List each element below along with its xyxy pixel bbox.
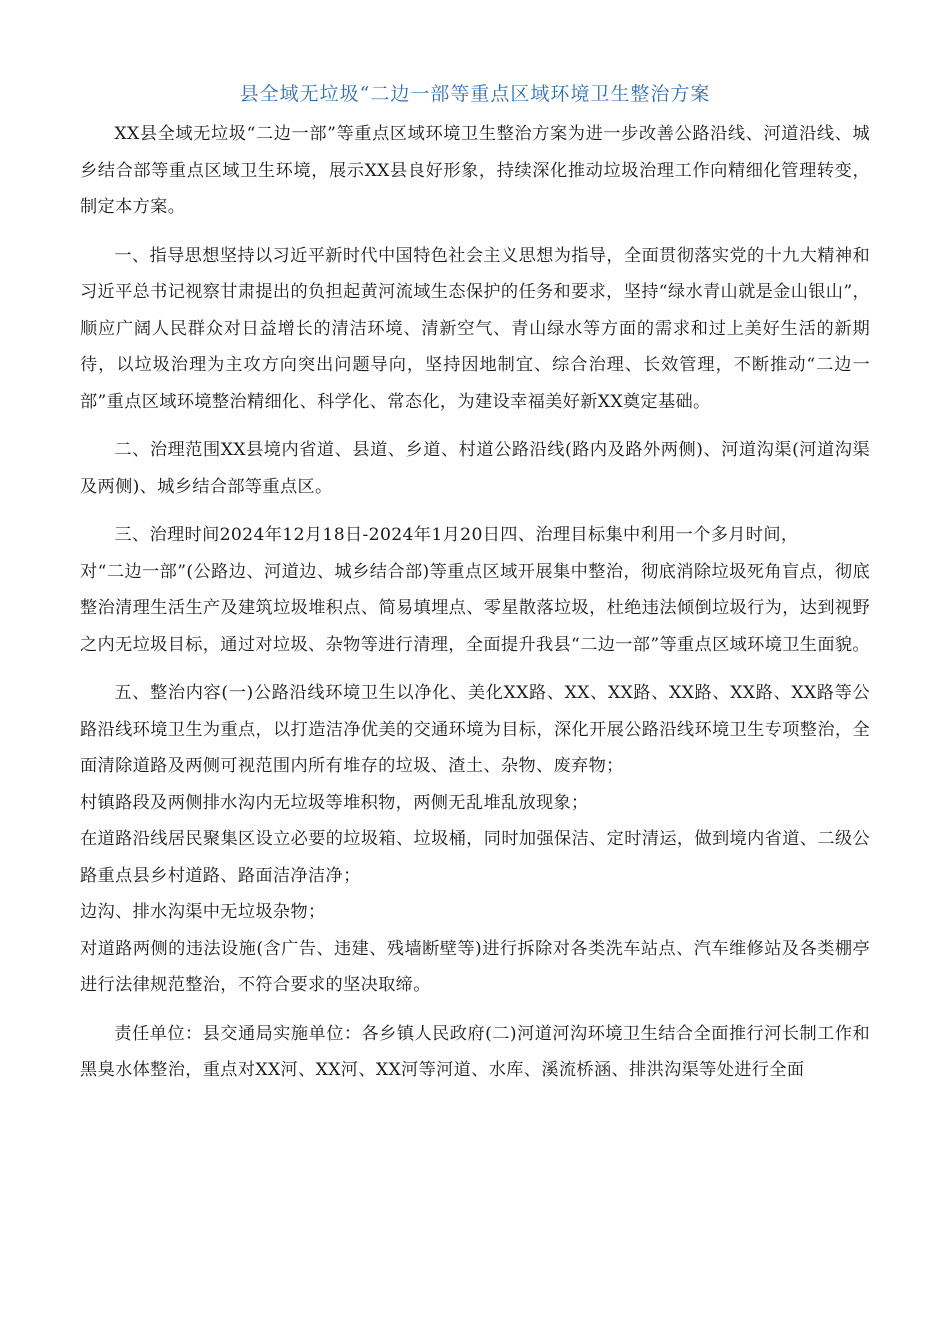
document-page xyxy=(80,76,870,1101)
governance-target-paragraph: 对“二边一部”(公路边、河道边、城乡结合部)等重点区域开展集中整治，彻底消除垃圾死角盲点，彻底整治清理生活生产及建筑垃圾堆积点、简易填埋点、零星散落垃圾，杜绝违法倾倒垃圾行为，达到视野之内无垃圾目标，通过对垃圾、杂物等进行清理，全面提升我县“二边一部”等重点区域环境卫生面貌。 xyxy=(80,561,870,655)
list-item: 对道路两侧的违法设施(含广告、违建、残墙断壁等)进行拆除对各类洗车站点、汽车维修站及各类棚亭进行法律规范整治，不符合要求的坚决取缔。 xyxy=(80,938,870,995)
document-title: 县全域无垃圾“二边一部等重点区域环境卫生整治方案 xyxy=(239,83,711,105)
list-item: 在道路沿线居民聚集区设立必要的垃圾箱、垃圾桶，同时加强保洁、定时清运，做到境内省道、二级公路重点县乡村道路、路面洁净洁净； xyxy=(80,829,870,886)
guiding-ideology-paragraph: 一、指导思想坚持以习近平新时代中国特色社会主义思想为指导，全面贯彻落实党的十九大精神和习近平总书记视察甘肃提出的负担起黄河流域生态保护的任务和要求，坚持“绿水青山就是金山银山”，顺应广阔人民群众对日益增长的清洁环境、清新空气、青山绿水等方面的需求和过上美好生活的新期待，以垃圾治理为主攻方向突出问题导向，坚持因地制宜、综合治理、长效管理，不断推动“二边一部”重点区域环境整治精细化、科学化、常态化，为建设幸福美好新XX奠定基础。 xyxy=(80,245,870,412)
list-item: 边沟、排水沟渠中无垃圾杂物； xyxy=(80,902,326,922)
responsible-unit-paragraph: 责任单位：县交通局实施单位：各乡镇人民政府(二)河道河沟环境卫生结合全面推行河长制工作和黑臭水体整治，重点对XX河、XX河、XX河等河道、水库、溪流桥涵、排洪沟渠等处进行全面 xyxy=(80,1023,870,1080)
intro-paragraph: XX县全域无垃圾“二边一部”等重点区域环境卫生整治方案为进一步改善公路沿线、河道沿线、城乡结合部等重点区域卫生环境，展示XX县良好形象，持续深化推动垃圾治理工作向精细化管理转变，制定本方案。 xyxy=(80,124,870,217)
governance-time-paragraph: 三、治理时间2024年12月18日-2024年1月20日四、治理目标集中利用一个多月时间， xyxy=(114,525,799,545)
rectification-content-paragraph: 五、整治内容(一)公路沿线环境卫生以净化、美化XX路、XX、XX路、XX路、XX路、XX路等公路沿线环境卫生为重点，以打造洁净优美的交通环境为目标，深化开展公路沿线环境卫生专项整治，全面清除道路及两侧可视范围内所有堆存的垃圾、渣土、杂物、废弃物； xyxy=(80,683,870,776)
list-item: 村镇路段及两侧排水沟内无垃圾等堆积物，两侧无乱堆乱放现象； xyxy=(80,792,589,813)
governance-scope-paragraph: 二、治理范围XX县境内省道、县道、乡道、村道公路沿线(路内及路外两侧)、河道沟渠(河道沟渠及两侧)、城乡结合部等重点区。 xyxy=(80,440,870,497)
